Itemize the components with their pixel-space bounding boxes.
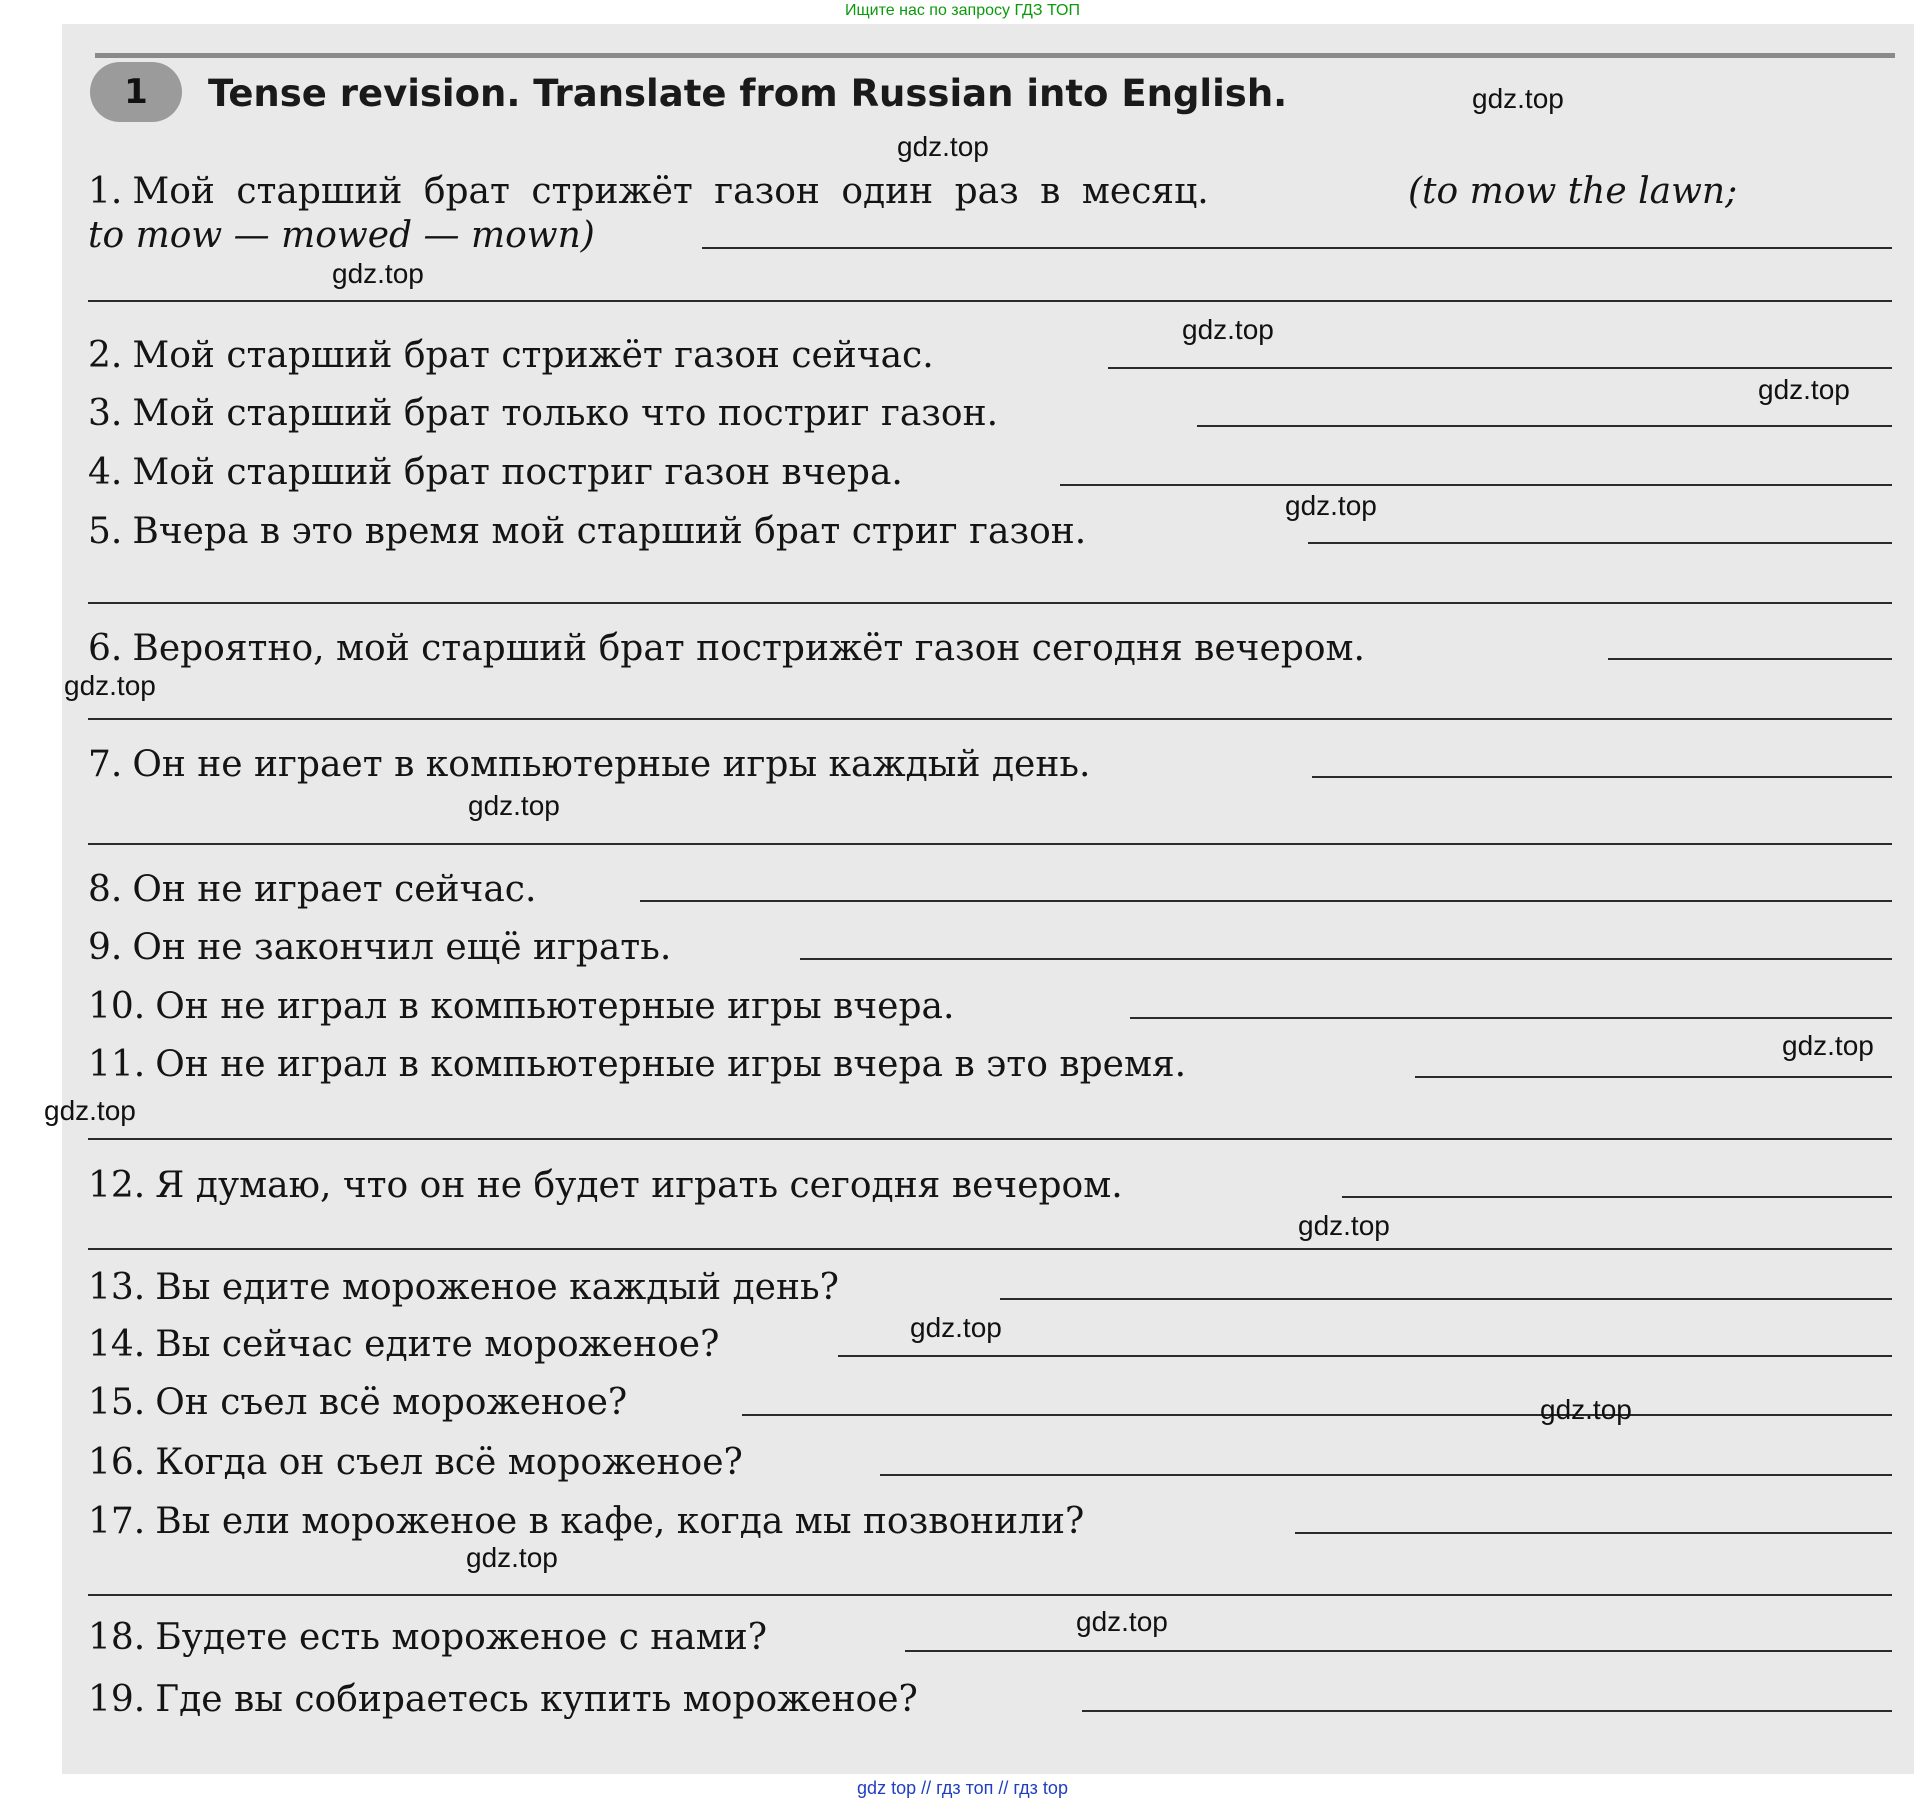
task-4 [88, 450, 903, 496]
watermark-link[interactable]: gdz.top [1076, 1606, 1168, 1637]
task-number: 19. [88, 1679, 146, 1720]
answer-line [1342, 1196, 1892, 1198]
header-rule [95, 53, 1895, 58]
answer-line [1130, 1017, 1892, 1019]
task-text: Будете есть мороженое с нами? [155, 1617, 768, 1658]
task-18 [88, 1615, 767, 1661]
task-14 [88, 1322, 719, 1368]
watermark-link[interactable]: gdz.top [332, 258, 424, 289]
task-text: Он не играл в компьютерные игры вчера в это время. [155, 1044, 1187, 1085]
task-16 [88, 1440, 743, 1486]
answer-line [742, 1414, 1892, 1416]
answer-line [1308, 542, 1892, 544]
task-3 [88, 391, 998, 437]
answer-line [1415, 1076, 1892, 1078]
task-13 [88, 1265, 839, 1311]
answer-line [88, 843, 1892, 845]
task-number: 8. [88, 869, 123, 910]
task-1-hint-part1: (to mow the lawn; [1408, 171, 1738, 212]
answer-line [1295, 1532, 1892, 1534]
answer-line [1312, 776, 1892, 778]
task-number: 12. [88, 1165, 146, 1206]
answer-line [88, 300, 1892, 302]
task-number: 10. [88, 986, 146, 1027]
task-2 [88, 333, 934, 379]
task-number: 9. [88, 927, 123, 968]
task-17 [88, 1499, 1084, 1545]
task-text: Мой старший брат только что постриг газон. [132, 393, 999, 434]
answer-line [905, 1650, 1892, 1652]
watermark-link[interactable]: gdz.top [1782, 1030, 1874, 1061]
watermark-link[interactable]: gdz.top [1758, 374, 1850, 405]
answer-line [1060, 484, 1892, 486]
task-1-hint-part2: to mow — mowed — mown) [88, 215, 595, 256]
task-number: 7. [88, 744, 123, 785]
task-text: Когда он съел всё мороженое? [155, 1442, 743, 1483]
task-text: Вы едите мороженое каждый день? [155, 1267, 839, 1308]
task-number: 1. [88, 171, 123, 212]
answer-line [88, 718, 1892, 720]
answer-line [1082, 1710, 1892, 1712]
answer-line [88, 1248, 1892, 1250]
task-7 [88, 742, 1090, 788]
answer-line [702, 247, 1892, 249]
watermark-link[interactable]: gdz.top [44, 1095, 136, 1126]
task-number: 6. [88, 628, 123, 669]
task-text: Он не играл в компьютерные игры вчера. [155, 986, 955, 1027]
watermark-link[interactable]: gdz.top [910, 1312, 1002, 1343]
task-text: Он съел всё мороженое? [155, 1382, 628, 1423]
watermark-link[interactable]: gdz.top [64, 670, 156, 701]
task-10 [88, 984, 954, 1030]
task-6 [88, 626, 1365, 672]
task-text: Вы сейчас едите мороженое? [155, 1324, 720, 1365]
answer-line [88, 1594, 1892, 1596]
task-text: Мой старший брат стрижёт газон один раз в месяц. [132, 171, 1209, 212]
task-number: 5. [88, 511, 123, 552]
watermark-link[interactable]: gdz.top [1182, 314, 1274, 345]
task-number: 17. [88, 1501, 146, 1542]
answer-line [640, 900, 1892, 902]
task-text: Мой старший брат стрижёт газон сейчас. [132, 335, 934, 376]
answer-line [1608, 658, 1892, 660]
task-number: 13. [88, 1267, 146, 1308]
answer-line [88, 1138, 1892, 1140]
task-text: Я думаю, что он не будет играть сегодня вечером. [155, 1165, 1123, 1206]
answer-line [1197, 425, 1892, 427]
task-1 [88, 169, 1209, 215]
watermark-link[interactable]: gdz.top [897, 131, 989, 162]
task-text: Он не играет сейчас. [132, 869, 537, 910]
task-number: 16. [88, 1442, 146, 1483]
watermark-link[interactable]: gdz.top [1285, 490, 1377, 521]
footer-link[interactable]: gdz top // гдз топ // гдз top [857, 1778, 1068, 1798]
task-text: Вчера в это время мой старший брат стриг газон. [132, 511, 1087, 552]
answer-line [88, 602, 1892, 604]
watermark-link[interactable]: gdz.top [466, 1542, 558, 1573]
task-text: Вы ели мороженое в кафе, когда мы позвонили? [155, 1501, 1085, 1542]
task-11 [88, 1042, 1186, 1088]
task-12 [88, 1163, 1123, 1209]
answer-line [838, 1355, 1892, 1357]
task-number: 3. [88, 393, 123, 434]
answer-line [1108, 367, 1892, 369]
top-banner-link[interactable]: Ищите нас по запросу ГДЗ ТОП [845, 2, 1080, 19]
task-text: Где вы собираетесь купить мороженое? [155, 1679, 918, 1720]
watermark-link[interactable]: gdz.top [468, 790, 560, 821]
answer-line [800, 958, 1892, 960]
task-text: Он не закончил ещё играть. [132, 927, 672, 968]
task-text: Он не играет в компьютерные игры каждый день. [132, 744, 1091, 785]
task-number: 14. [88, 1324, 146, 1365]
task-8 [88, 867, 536, 913]
task-text: Вероятно, мой старший брат пострижёт газон сегодня вечером. [132, 628, 1365, 669]
watermark-link[interactable]: gdz.top [1298, 1210, 1390, 1241]
task-9 [88, 925, 671, 971]
task-number: 15. [88, 1382, 146, 1423]
task-5 [88, 509, 1086, 555]
task-number: 18. [88, 1617, 146, 1658]
task-number: 11. [88, 1044, 146, 1085]
task-number: 4. [88, 452, 123, 493]
exercise-number-badge: 1 [90, 62, 182, 122]
answer-line [1000, 1298, 1892, 1300]
task-15 [88, 1380, 627, 1426]
task-number: 2. [88, 335, 123, 376]
answer-line [880, 1474, 1892, 1476]
watermark-link[interactable]: gdz.top [1540, 1394, 1632, 1425]
exercise-title: Tense revision. Translate from Russian into English. [208, 72, 1288, 115]
task-19 [88, 1677, 918, 1723]
task-text: Мой старший брат постриг газон вчера. [132, 452, 903, 493]
watermark-link[interactable]: gdz.top [1472, 83, 1564, 114]
